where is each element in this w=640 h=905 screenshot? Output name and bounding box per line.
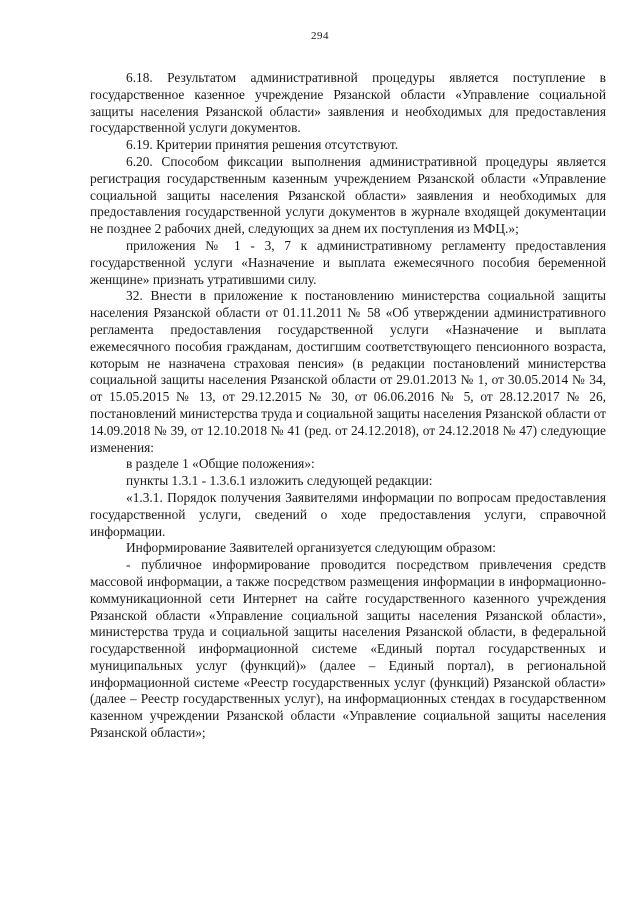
paragraph-items-restate: пункты 1.3.1 - 1.3.6.1 изложить следующей редакции:	[126, 473, 433, 489]
paragraph-32: 32. Внести в приложение к постановлению министерства социальной защиты населения Рязанской области от 01.11.2011 № 58 «Об утверждении административного регламента предоставления государственной услуги «Назначение и выплата ежемесячного пособия гражданам, достигшим соответствующего пенсионного возраста, которым не назначена страховая пенсия» (в редакции постановлений министерства социальной защиты населения Рязанской области от 29.01.2013 № 1, от 30.05.2014 № 34, от 15.05.2015 № 13, от 29.12.2015 № 30, от 06.06.2016 № 5, от 28.12.2017 № 26, постановлений министерства труда и социальной защиты населения Рязанской области от 14.09.2018 № 39, от 12.10.2018 № 41 (ред. от 24.12.2018), от 24.12.2018 № 47) следующие изменения:	[90, 288, 606, 455]
paragraph-6-18: 6.18. Результатом административной процедуры является поступление в государственное казенное учреждение Рязанской области «Управление социальной защиты населения Рязанской области» заявления и необходимых для предоставления государственной услуги документов.	[90, 70, 606, 136]
paragraph-informing-intro: Информирование Заявителей организуется следующим образом:	[126, 540, 496, 556]
paragraph-6-19: 6.19. Критерии принятия решения отсутствуют.	[126, 137, 399, 153]
paragraph-1-3-1: «1.3.1. Порядок получения Заявителями информации по вопросам предоставления государственной услуги, сведений о ходе предоставления услуги, справочной информации.	[90, 489, 606, 539]
paragraph-appendices-void: приложения № 1 - 3, 7 к административному регламенту предоставления государственной услуги «Назначение и выплата ежемесячного пособия беременной женщине» признать утратившими силу.	[90, 237, 606, 287]
paragraph-6-20: 6.20. Способом фиксации выполнения административной процедуры является регистрация государственным казенным учреждением Рязанской области «Управление социальной защиты населения Рязанской области» заявления и необходимых для предоставления государственной услуги документов в журнале входящей документации не позднее 2 рабочих дней, следующих за днем их поступления из МФЦ.»;	[90, 153, 606, 237]
paragraph-section-1: в разделе 1 «Общие положения»:	[126, 456, 315, 472]
document-body	[90, 70, 606, 742]
page-number: 294	[311, 30, 329, 42]
paragraph-public-informing: - публичное информирование проводится посредством привлечения средств массовой информации, а также посредством размещения информации в информационно-коммуникационной сети Интернет на сайте государственного казенного учреждения Рязанской области «Управление социальной защиты населения Рязанской области», министерства труда и социальной защиты населения Рязанской области, в федеральной государственной информационной системе «Единый портал государственных и муниципальных услуг (функций)» (далее – Единый портал), в региональной информационной системе «Реестр государственных услуг (функций) Рязанской области» (далее – Реестр государственных услуг), на информационных стендах в государственном казенном учреждении Рязанской области «Управление социальной защиты населения Рязанской области»;	[90, 557, 606, 741]
